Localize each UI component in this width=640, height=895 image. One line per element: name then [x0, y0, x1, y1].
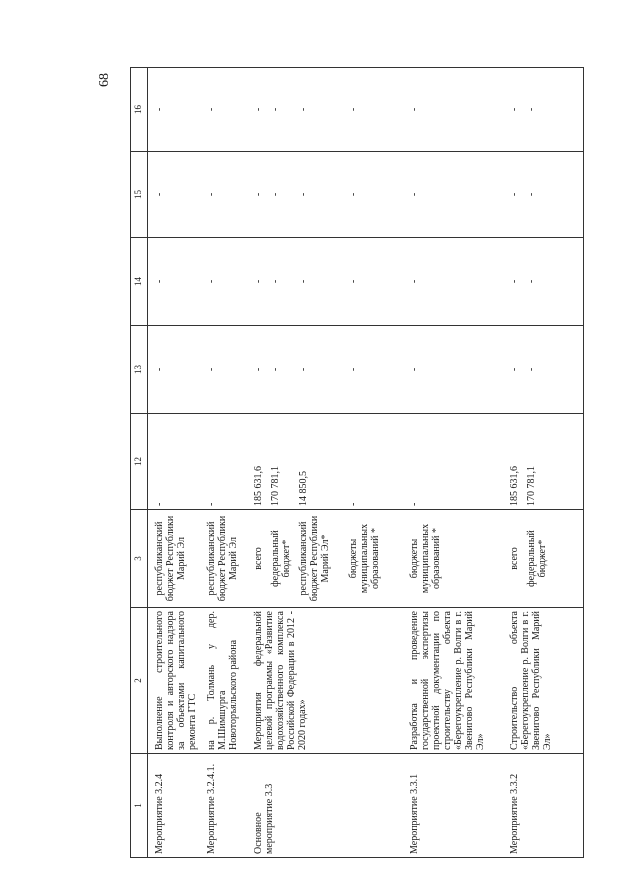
funding-source-cell — [503, 510, 583, 608]
col-12-cell — [148, 414, 201, 510]
header-col-15: 15 — [131, 152, 148, 238]
amount-value: - — [154, 502, 165, 506]
amount-value: 170 781,1 — [526, 466, 537, 506]
col-14-cell — [200, 238, 247, 326]
amount-value: - — [253, 279, 264, 284]
event-description-cell: на р. Толмань у дер. М.Шимшурга Новоторъяльского района — [200, 608, 247, 754]
funding-source-label: федеральный бюджет* — [526, 530, 548, 587]
amount-value: - — [348, 279, 359, 284]
amount-value: - — [154, 192, 165, 197]
event-description-cell: Строительство объекта «Берегоукрепление р. Волги в г. Звенигово Республики Марий Эл» — [503, 608, 583, 754]
header-col-3: 3 — [131, 510, 148, 608]
col-12-cell — [200, 414, 247, 510]
col-15-cell — [503, 152, 583, 238]
funding-source-cell — [403, 510, 503, 608]
col-14-cell — [403, 238, 503, 326]
funding-source-label: федеральный бюджет* — [270, 530, 292, 587]
col-15-cell — [247, 152, 403, 238]
table-row — [403, 68, 503, 858]
amount-value: - — [154, 367, 165, 372]
amount-value: - — [298, 107, 309, 112]
amount-value: - — [509, 107, 520, 112]
col-13-cell — [503, 326, 583, 414]
amount-value: - — [270, 367, 281, 372]
funding-source-label: бюджеты муниципальных образований * — [409, 523, 442, 594]
header-col-2: 2 — [131, 608, 148, 754]
amount-value: - — [298, 192, 309, 197]
col-15-cell — [148, 152, 201, 238]
funding-source-cell — [148, 510, 201, 608]
col-14-cell — [148, 238, 201, 326]
amount-value: - — [409, 502, 420, 506]
amount-value: - — [409, 367, 420, 372]
amount-value: - — [206, 502, 217, 506]
amount-value: - — [409, 192, 420, 197]
amount-value: - — [206, 192, 217, 197]
amount-value: - — [270, 107, 281, 112]
amount-value: - — [253, 107, 264, 112]
funding-source-label: бюджеты муниципальных образований * — [348, 523, 381, 594]
page-number: 68 — [97, 73, 112, 87]
amount-value: 170 781,1 — [270, 466, 281, 506]
amount-value: - — [509, 279, 520, 284]
amount-value: - — [298, 367, 309, 372]
col-12-cell — [503, 414, 583, 510]
col-16-cell — [403, 68, 503, 152]
amount-value: - — [270, 279, 281, 284]
col-13-cell — [200, 326, 247, 414]
col-13-cell — [148, 326, 201, 414]
amount-value: - — [206, 367, 217, 372]
funding-source-label: всего — [253, 547, 264, 570]
amount-value: - — [409, 279, 420, 284]
amount-value: - — [298, 279, 309, 284]
table-row — [247, 68, 403, 858]
budget-table — [130, 67, 584, 858]
event-description-cell: Выполнение строительного контроля и авторского надзора за объектами капитального ремонта ГТС — [148, 608, 201, 754]
funding-source-label: республиканский бюджет Республики Марий Эл — [206, 515, 239, 602]
event-description-cell: Мероприятия федеральной целевой программы «Развитие водохозяйственного комплекса Российской Федерации в 2012 - 2020 годах» — [247, 608, 403, 754]
header-row — [131, 68, 148, 858]
col-16-cell — [200, 68, 247, 152]
amount-value: - — [253, 367, 264, 372]
col-16-cell — [503, 68, 583, 152]
header-col-16: 16 — [131, 68, 148, 152]
amount-value: - — [509, 367, 520, 372]
table-row — [503, 68, 583, 858]
amount-value: - — [348, 192, 359, 197]
amount-value: - — [206, 279, 217, 284]
col-15-cell — [403, 152, 503, 238]
header-col-13: 13 — [131, 326, 148, 414]
amount-value: 14 850,5 — [298, 471, 309, 506]
amount-value: - — [526, 367, 537, 372]
header-col-14: 14 — [131, 238, 148, 326]
col-12-cell — [403, 414, 503, 510]
amount-value: - — [409, 107, 420, 112]
header-col-12: 12 — [131, 414, 148, 510]
amount-value: - — [253, 192, 264, 197]
header-col-1: 1 — [131, 754, 148, 858]
amount-value: - — [509, 192, 520, 197]
col-13-cell — [247, 326, 403, 414]
amount-value: - — [270, 192, 281, 197]
amount-value: - — [348, 107, 359, 112]
col-16-cell — [247, 68, 403, 152]
event-code-cell: Мероприятие 3.2.4 — [148, 754, 201, 858]
funding-source-cell — [200, 510, 247, 608]
amount-value: 185 631,6 — [253, 466, 264, 506]
event-code-cell: Мероприятие 3.2.4.1. — [200, 754, 247, 858]
amount-value: - — [154, 107, 165, 112]
amount-value: - — [348, 502, 359, 506]
event-description-cell: Разработка и проведение государственной экспертизы проектной документации по строительству объекта «Берегоукрепление р. Волги в г. Звенигово Республики Марий Эл» — [403, 608, 503, 754]
col-16-cell — [148, 68, 201, 152]
budget-table-sheet — [130, 68, 618, 858]
table-row — [200, 68, 247, 858]
funding-source-cell — [247, 510, 403, 608]
col-15-cell — [200, 152, 247, 238]
event-code-cell: Мероприятие 3.3.1 — [403, 754, 503, 858]
funding-source-label: всего — [509, 547, 520, 570]
event-code-cell: Мероприятие 3.3.2 — [503, 754, 583, 858]
col-14-cell — [503, 238, 583, 326]
amount-value: 185 631,6 — [509, 466, 520, 506]
amount-value: - — [526, 107, 537, 112]
amount-value: - — [526, 279, 537, 284]
table-row — [148, 68, 201, 858]
col-14-cell — [247, 238, 403, 326]
event-code-cell: Основное мероприятие 3.3 — [247, 754, 403, 858]
col-13-cell — [403, 326, 503, 414]
funding-source-label: республиканский бюджет Республики Марий Эл* — [298, 515, 331, 602]
amount-value: - — [206, 107, 217, 112]
amount-value: - — [526, 192, 537, 197]
amount-value: - — [154, 279, 165, 284]
amount-value: - — [348, 367, 359, 372]
funding-source-label: республиканский бюджет Республики Марий Эл — [154, 515, 187, 602]
col-12-cell — [247, 414, 403, 510]
